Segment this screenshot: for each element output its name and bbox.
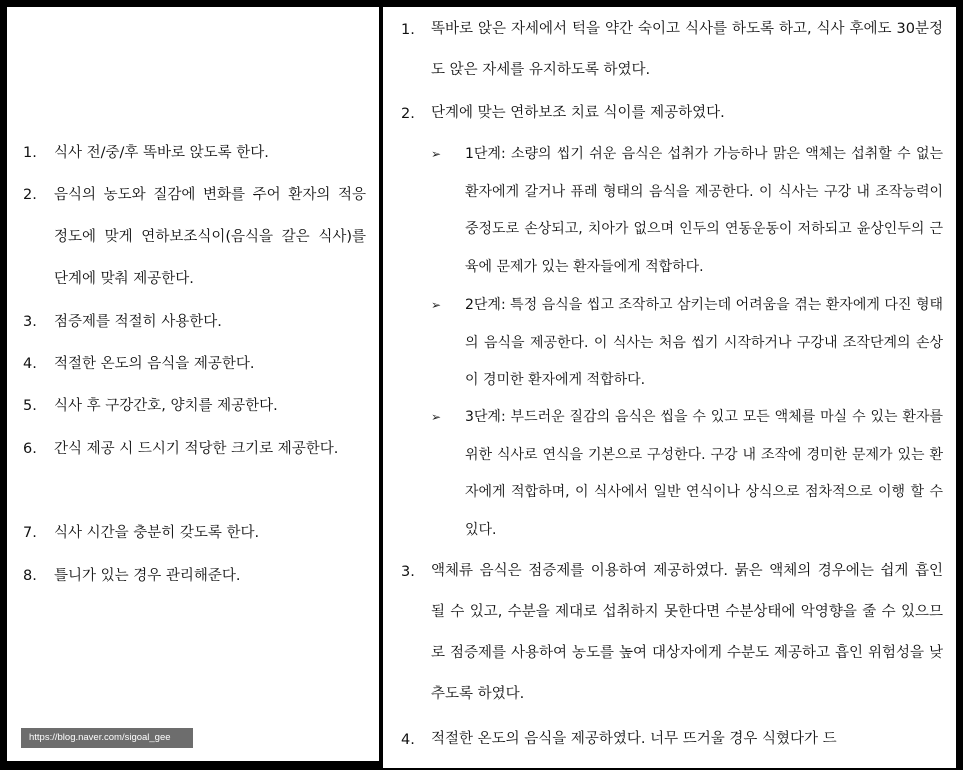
arrow-bullet-icon: ➢ [431,147,442,161]
item-text: 식사 전/중/후 똑바로 앉도록 한다. [54,145,269,161]
arrow-bullet-icon: ➢ [431,298,442,312]
watermark-url[interactable]: https://blog.naver.com/sigoal_gee [21,728,193,748]
item-text: 단계에 맞는 연하보조 치료 식이를 제공하였다. [431,105,725,121]
item-number: 1. [401,22,415,38]
item-number: 2. [23,187,37,203]
item-text: 점증제를 적절히 사용한다. [54,314,222,330]
item-text: 적절한 온도의 음식을 제공한다. [54,356,255,372]
item-number: 2. [401,106,415,122]
right-panel [383,7,956,768]
sub-item-text: 1단계: 소량의 씹기 쉬운 음식은 섭취가 가능하나 맑은 액체는 섭취할 수 없는 환자에게 갈거나 퓨레 형태의 음식을 제공한다. 이 식사는 구강 내 조작능력이 중정도로 손상되고, 치아가 없으며 인두의 연동운동이 저하되고 윤상인두의 근육에 문제가 있는 환자들에게 적합하다. [465,146,943,275]
item-text: 똑바로 앉은 자세에서 턱을 약간 숙이고 식사를 하도록 하고, 식사 후에도 30분정도 앉은 자세를 유지하도록 하였다. [431,21,943,78]
sub-item-text: 3단계: 부드러운 질감의 음식은 씹을 수 있고 모든 액체를 마실 수 있는 환자를 위한 식사로 연식을 기본으로 구성한다. 구강 내 조작에 경미한 문제가 있는 환자에게 적합하며, 이 식사에서 일반 연식이나 상식으로 점차적으로 이행 할 수 있다. [465,409,943,538]
sub-item-text: 2단계: 특정 음식을 씹고 조작하고 삼키는데 어려움을 겪는 환자에게 다진 형태의 음식을 제공한다. 이 식사는 처음 씹기 시작하거나 구강내 조작단계의 손상이 경미한 환자에게 적합하다. [465,297,943,388]
item-number: 3. [401,564,415,580]
item-number: 6. [23,441,37,457]
item-number: 1. [23,145,37,161]
arrow-bullet-icon: ➢ [431,410,442,424]
item-text: 음식의 농도와 질감에 변화를 주어 환자의 적응 정도에 맞게 연하보조식이(음식을 갈은 식사)를 단계에 맞춰 제공한다. [54,187,366,287]
item-number: 8. [23,568,37,584]
item-text: 액체류 음식은 점증제를 이용하여 제공하였다. 묽은 액체의 경우에는 쉽게 흡인 될 수 있고, 수분을 제대로 섭취하지 못한다면 수분상태에 악영향을 줄 수 있으므로 점증제를 사용하여 농도를 높여 대상자에게 수분도 제공하고 흡인 위험성을 낮추도록 하였다. [431,563,943,702]
item-number: 4. [23,356,37,372]
item-number: 4. [401,732,415,748]
item-number: 3. [23,314,37,330]
item-number: 5. [23,398,37,414]
item-text: 틀니가 있는 경우 관리해준다. [54,568,241,584]
item-text: 식사 시간을 충분히 갖도록 한다. [54,525,260,541]
item-text: 식사 후 구강간호, 양치를 제공한다. [54,398,278,414]
column-divider [380,0,382,770]
item-text: 간식 제공 시 드시기 적당한 크기로 제공한다. [54,441,339,457]
item-text: 적절한 온도의 음식을 제공하였다. 너무 뜨거울 경우 식혔다가 드 [431,731,837,747]
item-number: 7. [23,525,37,541]
left-panel [7,7,379,761]
